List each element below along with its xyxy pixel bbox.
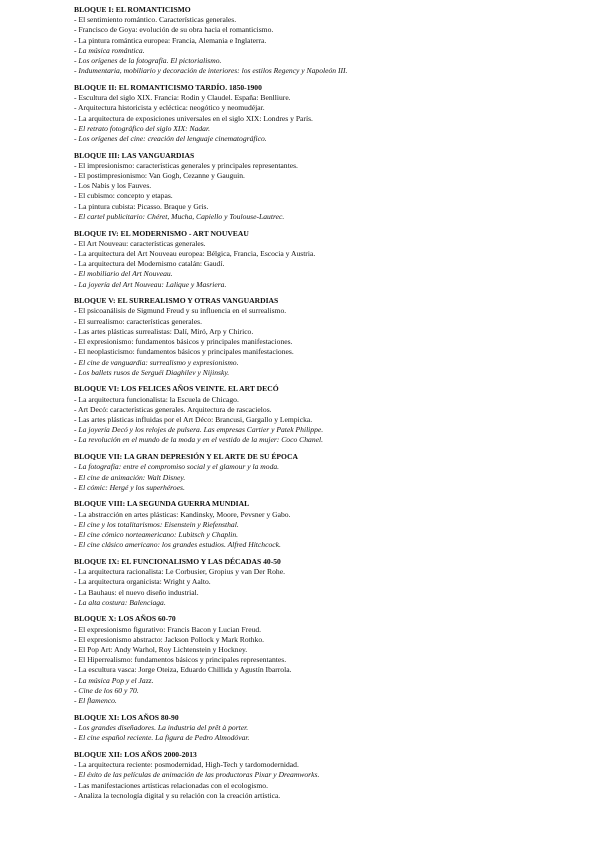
list-item: - La arquitectura reciente: posmodernidad, High-Tech y tardomodernidad. [74,760,299,770]
list-item: - Los orígenes de la fotografía. El pictorialismo. [74,56,222,66]
list-item: - La arquitectura organicista: Wright y Aalto. [74,577,211,587]
block-title: BLOQUE XI: LOS AÑOS 80-90 [74,712,179,722]
list-item: - El Art Nouveau: características generales. [74,238,206,248]
list-item: - La revolución en el mundo de la moda y en el vestido de la mujer: Coco Chanel. [74,435,323,445]
list-item: - El cine de vanguardia: surrealismo y expresionismo. [74,357,239,367]
syllabus-block [74,713,600,744]
list-item: - El expresionismo figurativo: Francis Bacon y Lucian Freud. [74,624,262,634]
block-title: BLOQUE VIII: LA SEGUNDA GUERRA MUNDIAL [74,499,250,509]
block-title: BLOQUE I: EL ROMANTICISMO [74,5,191,14]
syllabus-block [74,229,600,290]
list-item: - El Pop Art: Andy Warhol, Roy Lichtenstein y Hockney. [74,645,248,655]
list-item: - La pintura cubista: Picasso. Braque y Gris. [74,201,209,211]
syllabus-block [74,750,600,801]
list-item: - El impresionismo: características generales y principales representantes. [74,160,298,170]
list-item: - La música romántica. [74,45,145,55]
syllabus-block [74,384,600,445]
list-item: - Los grandes diseñadores. La industria del prêt à porter. [74,723,249,732]
syllabus-block [74,499,600,550]
list-item: - El cine cómico norteamericano: Lubitsch y Chaplin. [74,530,239,540]
list-item: - La Bauhaus: el nuevo diseño industrial. [74,587,199,597]
list-item: - El psicoanálisis de Sigmund Freud y su influencia en el surrealismo. [74,306,287,316]
list-item: - La abstracción en artes plásticas: Kandinsky, Moore, Pevsner y Gabo. [74,509,291,519]
list-item: - La escultura vasca: Jorge Oteiza, Eduardo Chillida y Agustín Ibarrola. [74,665,292,675]
list-item: - El cartel publicitario: Chéret, Mucha, Capiello y Toulouse-Lautrec. [74,211,285,221]
list-item: - El éxito de las películas de animación de las productoras Pixar y Dreamworks. [74,770,320,780]
block-title: BLOQUE IX: EL FUNCIONALISMO Y LAS DÉCADAS 40-50 [74,556,281,566]
list-item: - El expresionismo abstracto: Jackson Pollock y Mark Rothko. [74,634,265,644]
list-item: - Arquitectura historicista y ecléctica: neogótico y neomudéjar. [74,103,265,113]
block-title: BLOQUE II: EL ROMANTICISMO TARDÍO. 1850-1900 [74,82,262,92]
list-item: - El flamenco. [74,696,117,706]
list-item: - El postimpresionismo: Van Gogh, Cezanne y Gauguin. [74,171,245,181]
list-item: - La arquitectura del Art Nouveau europea: Bélgica, Francia, Escocia y Austria. [74,248,316,258]
list-item: - El sentimiento romántico. Características generales. [74,15,237,25]
block-title: BLOQUE V: EL SURREALISMO Y OTRAS VANGUARDIAS [74,296,279,306]
list-item: - La arquitectura racionalista: Le Corbusier, Gropius y van Der Rohe. [74,567,285,577]
syllabus-block [74,614,600,706]
list-item: - El surrealismo: características generales. [74,316,202,326]
list-item: - La alta costura: Balenciaga. [74,597,166,607]
block-title: BLOQUE VI: LOS FELICES AÑOS VEINTE. EL ART DECÓ [74,384,279,394]
list-item: - Las artes plásticas influidas por el Art Déco: Brancusi, Gargallo y Lempicka. [74,415,313,425]
list-item: - El retrato fotográfico del siglo XIX: Nadar. [74,123,210,133]
list-item: - El expresionismo: fundamentos básicos y principales manifestaciones. [74,337,293,347]
list-item: - Las artes plásticas surrealistas: Dalí, Miró, Arp y Chirico. [74,326,254,336]
list-item: - La arquitectura de exposiciones universales en el siglo XIX: Londres y París. [74,113,313,123]
list-item: - Los ballets rusos de Serguéi Diaghilev y Nijinsky. [74,367,230,377]
list-item: - Cine de los 60 y 70. [74,685,139,695]
list-item: - Art Decó: características generales. Arquitectura de rascacielos. [74,404,272,414]
list-item: - El cine español reciente. La figura de Pedro Almodóvar. [74,733,250,743]
block-title: BLOQUE XII: LOS AÑOS 2000-2013 [74,749,197,759]
list-item: - Francisco de Goya: evolución de su obra hacia el romanticismo. [74,25,274,35]
syllabus-block [74,557,600,608]
list-item: - La pintura romántica europea: Francia, Alemania e Inglaterra. [74,35,267,45]
list-item: - La arquitectura funcionalista: la Escuela de Chicago. [74,394,239,404]
block-title: BLOQUE III: LAS VANGUARDIAS [74,150,195,160]
block-title: BLOQUE IV: EL MODERNISMO - ART NOUVEAU [74,228,249,238]
list-item: - La música Pop y el Jazz. [74,675,154,685]
list-item: - Las manifestaciones artísticas relacionadas con el ecologismo. [74,780,268,790]
list-item: - El cine clásico americano: los grandes estudios. Alfred Hitchcock. [74,540,281,550]
list-item: - Indumentaria, mobiliario y decoración de interiores: los estilos Regency y Napoleón III. [74,66,348,76]
list-item: - El cómic: Hergé y los superhéroes. [74,482,185,492]
list-item: - El mobiliario del Art Nouveau. [74,269,173,279]
block-title: BLOQUE X: LOS AÑOS 60-70 [74,614,176,624]
syllabus-block [74,452,600,493]
list-item: - La joyería Decó y los relojes de pulsera. Las empresas Cartier y Patek Philippe. [74,425,324,435]
list-item: - El Hiperrealismo: fundamentos básicos y principales representantes. [74,655,287,665]
block-title: BLOQUE VII: LA GRAN DEPRESIÓN Y EL ARTE DE SU ÉPOCA [74,452,298,462]
list-item: - El cubismo: concepto y etapas. [74,191,173,201]
syllabus-blocks [74,0,600,801]
syllabus-block [74,296,600,378]
list-item: - Los Nabis y los Fauves. [74,181,152,191]
syllabus-block [74,5,600,76]
list-item: - La fotografía: entre el compromiso social y el glamour y la moda. [74,462,280,472]
list-item: - Analiza la tecnología digital y su relación con la creación artística. [74,790,281,800]
list-item: - La joyería del Art Nouveau: Lalique y Masriera. [74,279,227,289]
syllabus-block [74,151,600,222]
list-item: - El cine de animación: Walt Disney. [74,472,186,482]
list-item: - Los orígenes del cine: creación del lenguaje cinematográfico. [74,133,267,143]
list-item: - El cine y los totalitarismos: Eisenstein y Riefensthal. [74,519,239,529]
list-item: - Escultura del siglo XIX. Francia: Rodin y Claudel. España: Benlliure. [74,93,291,103]
syllabus-block [74,83,600,144]
list-item: - La arquitectura del Modernismo catalán: Gaudí. [74,259,225,269]
list-item: - El neoplasticismo: fundamentos básicos y principales manifestaciones. [74,347,294,357]
